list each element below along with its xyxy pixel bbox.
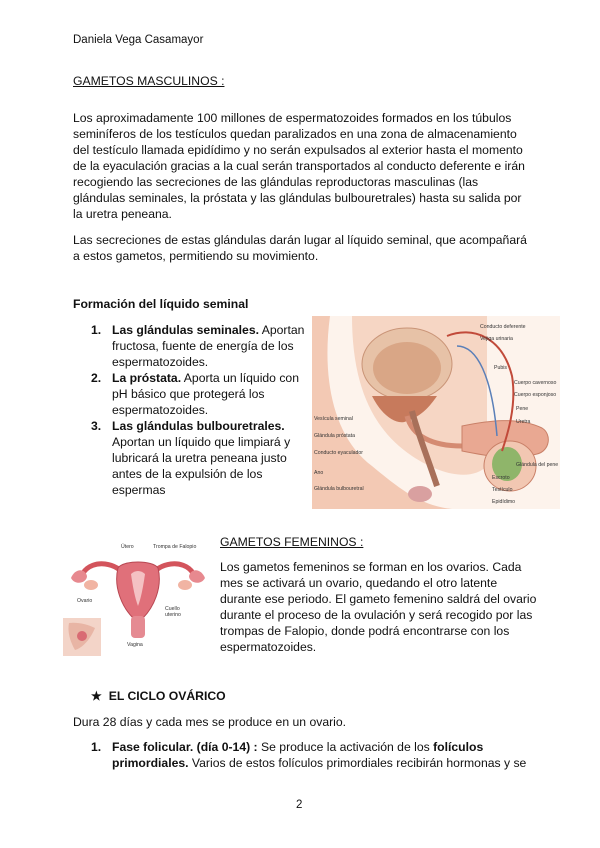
label-utero: Útero	[121, 544, 134, 550]
page-number: 2	[296, 799, 303, 811]
label-conducto-eyaculador: Conducto eyaculador	[314, 450, 364, 456]
label-glandula-prostata: Glándula próstata	[314, 433, 355, 439]
female-paragraph: Los gametos femeninos se forman en los ovarios. Cada mes se activará un ovario, quedando el otro latente durante ese periodo. El gameto femenino saldrá del ovario durante el proceso de la ovulación y será recogido por las trompas de Falopio, donde podrá encontrarse con los espermatozoides.	[220, 560, 537, 654]
seminal-item-1	[91, 322, 305, 370]
label-cuerpo-esponjoso: Cuerpo esponjoso	[514, 392, 557, 398]
fase-folicular-title: Fase folicular. (día 0-14) :	[112, 740, 258, 754]
seminal-list	[91, 322, 305, 498]
item-number: 1.	[91, 740, 102, 754]
label-pene: Pene	[516, 406, 529, 412]
label-vejiga: Vejiga urinaria	[480, 336, 513, 342]
item-number: 2.	[91, 371, 102, 385]
item-bold: Las glándulas bulbouretrales.	[112, 419, 285, 433]
ciclo-intro: Dura 28 días y cada mes se produce en un ovario.	[73, 715, 347, 729]
label-epididimo: Epidídimo	[492, 499, 516, 505]
seminal-title: Formación del líquido seminal	[73, 297, 249, 311]
author-header: Daniela Vega Casamayor	[73, 34, 204, 46]
item-bold: La próstata.	[112, 371, 182, 385]
label-conducto-deferente: Conducto deferente	[480, 324, 526, 330]
male-anatomy-figure	[312, 316, 560, 509]
female-anatomy-figure	[63, 538, 213, 658]
item-number: 1.	[91, 323, 102, 337]
label-cuerpo-cavernoso: Cuerpo cavernoso	[514, 380, 557, 386]
label-testiculo: Testículo	[492, 487, 513, 493]
male-anatomy-illustration	[312, 316, 560, 509]
label-trompa-falopio: Trompa de Falopio	[153, 544, 197, 550]
label-ano: Ano	[314, 470, 324, 476]
label-pubis: Pubis	[494, 365, 507, 371]
foliculos-primordiales: folículos primordiales.	[112, 740, 484, 770]
ciclo-heading	[91, 688, 226, 704]
label-vesicula-seminal: Vesícula seminal	[314, 416, 353, 422]
female-gametes-title: GAMETOS FEMENINOS :	[220, 535, 364, 549]
ciclo-item-1	[91, 739, 531, 771]
label-ovario: Ovario	[77, 598, 93, 604]
item-number: 3.	[91, 419, 102, 433]
label-glandula-pene: Glándula del pene	[516, 462, 559, 468]
male-paragraph-1: Los aproximadamente 100 millones de espermatozoides formados en los túbulos seminíferos de los testículos quedan paralizados en una zona de almacenamiento del testículo llamada epidídimo y no serán expulsados al exterior hasta el momento de la eyaculación gracias a la cual serán transportados al conducto deferente e irán recogiendo las secreciones de las glándulas reproductoras masculinas (las glándulas seminales, la próstata y las glándulas bulbouretrales) hasta su salida por la uretra peneana.	[73, 111, 525, 221]
label-glandula-bulbouretral: Glándula bulbouretral	[314, 486, 364, 492]
fase-folicular-text-2: Varios de estos folículos primordiales recibirán hormonas y se	[188, 756, 527, 770]
item-text: Aporta un líquido con pH básico que protegerá los espermatozoides.	[112, 371, 299, 417]
item-text: Aportan un líquido que limpiará y lubricará la uretra peneana justo antes de la expulsión de los espermas	[112, 435, 291, 497]
fase-folicular-text-1: Se produce la activación de los	[257, 740, 434, 754]
item-bold: Las glándulas seminales.	[112, 323, 259, 337]
label-vagina: Vagina	[127, 642, 143, 648]
label-escroto: Escroto	[492, 475, 510, 481]
male-paragraph-2: Las secreciones de estas glándulas darán lugar al líquido seminal, que acompañará a estos gametos, permitiendo su movimiento.	[73, 233, 527, 263]
male-gametes-title: GAMETOS MASCULINOS :	[73, 74, 225, 88]
label-uretra: Uretra	[516, 419, 531, 425]
label-cuello-uterino: Cuello uterino	[165, 606, 181, 618]
ciclo-title: EL CICLO OVÁRICO	[108, 689, 226, 703]
seminal-item-2	[91, 370, 305, 418]
seminal-item-3	[91, 418, 305, 498]
item-text: Aportan fructosa, fuente de energía de los espermatozoides.	[112, 323, 305, 369]
star-icon: ★	[91, 689, 102, 703]
